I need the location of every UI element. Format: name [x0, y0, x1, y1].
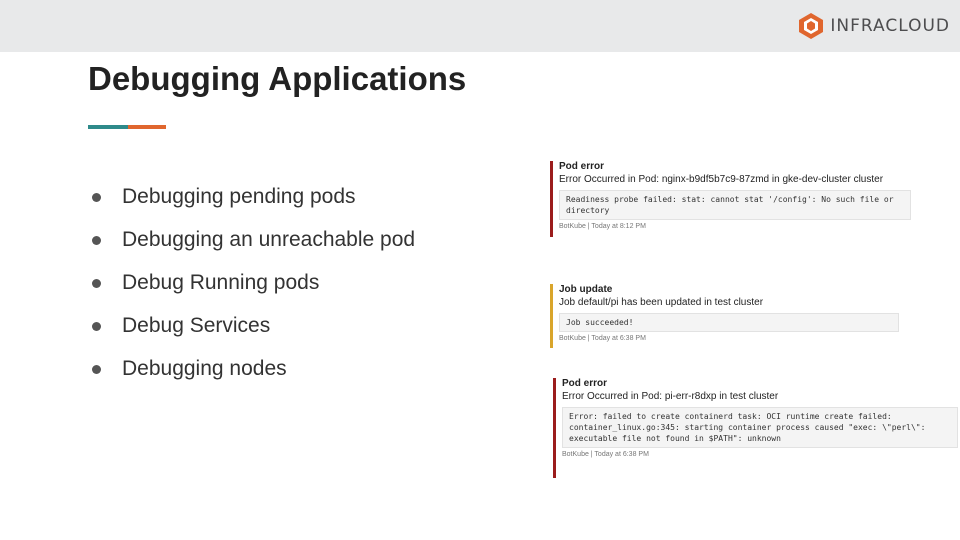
slide-title: Debugging Applications [88, 60, 467, 97]
card-color-bar [553, 378, 556, 478]
list-item [92, 271, 415, 314]
bullet-text: Debugging pending pods [122, 185, 356, 208]
pod-error-message-card-2 [553, 378, 958, 478]
bullet-list [92, 185, 415, 400]
list-item [92, 357, 415, 400]
pod-error-message-card [550, 161, 911, 237]
card-title: Job update [559, 284, 613, 295]
card-title: Pod error [562, 378, 608, 389]
bullet-icon [92, 236, 101, 245]
list-item [92, 228, 415, 271]
card-title: Pod error [559, 161, 605, 172]
card-code-block: Job succeeded! [559, 313, 899, 332]
bullet-icon [92, 193, 101, 202]
brand-name: INFRACLOUD [830, 16, 950, 36]
card-subtitle: Error Occurred in Pod: pi-err-r8dxp in test cluster [562, 391, 779, 402]
list-item [92, 185, 415, 228]
card-subtitle: Error Occurred in Pod: nginx-b9df5b7c9-87zmd in gke-dev-cluster cluster [559, 174, 884, 185]
card-footer: BotKube | Today at 6:38 PM [562, 451, 649, 458]
header-bar [0, 0, 960, 52]
bullet-icon [92, 279, 101, 288]
bullet-text: Debug Running pods [122, 271, 320, 294]
card-subtitle: Job default/pi has been updated in test cluster [559, 297, 764, 308]
bullet-icon [92, 365, 101, 374]
job-update-message-card [550, 284, 899, 348]
card-code-block: Readiness probe failed: stat: cannot stat '/config': No such file or directory [559, 190, 911, 220]
list-item [92, 314, 415, 357]
card-color-bar [550, 161, 553, 237]
card-footer: BotKube | Today at 6:38 PM [559, 335, 646, 342]
bullet-text: Debugging an unreachable pod [122, 228, 416, 251]
bullet-icon [92, 322, 101, 331]
bullet-text: Debugging nodes [122, 357, 287, 380]
card-color-bar [550, 284, 553, 348]
title-accent-line [88, 125, 166, 129]
accent-orange [128, 125, 166, 129]
card-footer: BotKube | Today at 8:12 PM [559, 223, 646, 230]
brand-logo [798, 10, 950, 42]
infracloud-logo-icon [798, 12, 824, 40]
card-code-block: Error: failed to create containerd task: OCI runtime create failed: container_linux.go:345: starting container process caused "exec: \"perl\": executable file not found in $PATH": unknown [562, 407, 958, 448]
bullet-text: Debug Services [122, 314, 271, 337]
accent-teal [88, 125, 128, 129]
